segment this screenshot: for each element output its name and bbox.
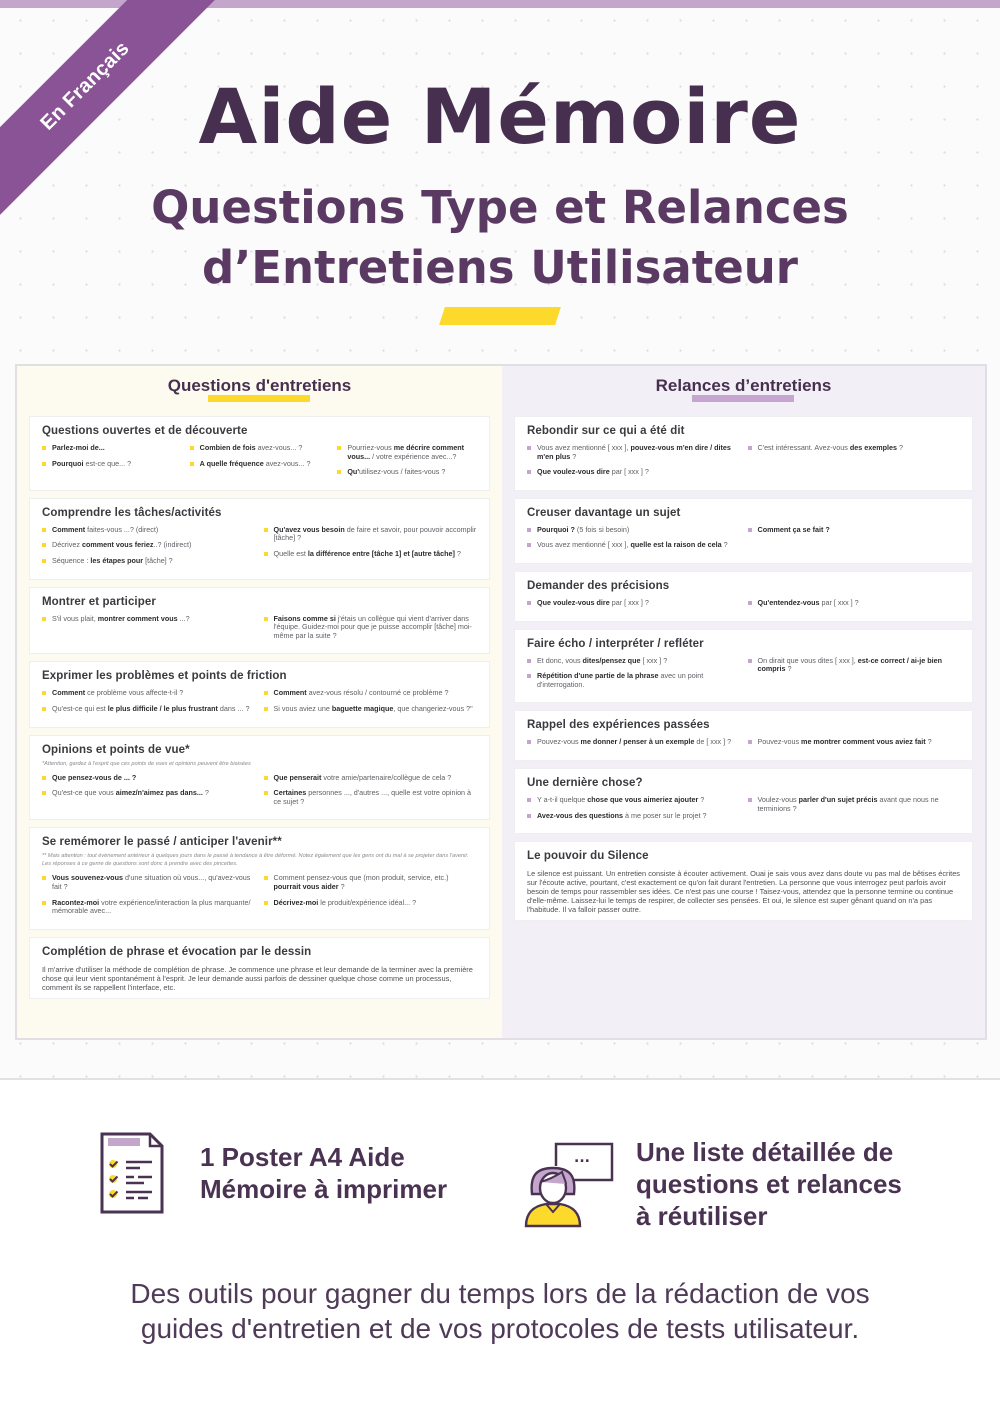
question-column <box>748 738 961 754</box>
question-item: Comment ça se fait ? <box>748 526 961 535</box>
section-title: Creuser davantage un sujet <box>527 506 681 519</box>
question-column <box>527 796 740 827</box>
feature-text: Une liste détaillée de questions et relances à réutiliser <box>636 1137 902 1231</box>
question-item: Parlez-moi de... <box>42 444 182 453</box>
question-item: Comment ce problème vous affecte-t-il ? <box>42 689 256 698</box>
question-column <box>527 444 740 484</box>
subtitle-line-1: Questions Type et Relances <box>151 181 849 234</box>
question-item: Pouvez-vous me donner / penser à un exemple de [ xxx ] ? <box>527 738 740 747</box>
question-item: Comment avez-vous résolu / contourné ce problème ? <box>264 689 478 698</box>
poster-preview <box>15 364 987 1040</box>
section-title: Exprimer les problèmes et points de friction <box>42 670 287 683</box>
question-item: Que pensez-vous de ... ? <box>42 774 256 783</box>
question-item: Pourriez-vous me décrire comment vous... / votre expérience avec...? <box>337 444 477 461</box>
section-title: Rebondir sur ce qui a été dit <box>527 425 685 437</box>
title-underline <box>208 395 310 402</box>
question-item: Combien de fois avez-vous... ? <box>190 444 330 453</box>
title-underline <box>692 395 794 402</box>
question-column <box>42 526 256 573</box>
section-card-se-rememorer-le-passe-anticiper-l-avenir <box>29 827 490 929</box>
question-item: Comment faites-vous ...? (direct) <box>42 526 256 535</box>
question-item: Que voulez-vous dire par [ xxx ] ? <box>527 468 740 477</box>
section-card-montrer-et-participer <box>29 587 490 655</box>
question-grid <box>42 874 477 922</box>
section-card-exprimer-les-problemes-et-points-de-friction <box>29 661 490 727</box>
question-grid <box>42 774 477 814</box>
section-note: ** Mais attention : tout évènement antérieur à quelques jours dans le passé à tendance à être déformé. Notez également que les gens ont du mal à se projeter dans l'avenir. Les réponses à ce genre de questions sont donc à prendre avec des pincettes. <box>42 853 469 868</box>
question-grid <box>42 444 477 484</box>
checklist-document-icon <box>100 1132 164 1214</box>
question-grid <box>527 796 960 827</box>
question-column <box>527 738 740 754</box>
section-title: Complétion de phrase et évocation par le dessin <box>42 945 312 958</box>
section-title: Montrer et participer <box>42 595 156 608</box>
question-item: Faisons comme si j'étais un collègue qui vient d'arriver dans l'équipe. Guidez-moi pour que je puisse accomplir [tâche] moi-même par la suite ? <box>264 615 478 641</box>
column-title: Questions d'entretiens <box>29 366 490 416</box>
question-column <box>42 874 256 922</box>
question-item: On dirait que vous dites [ xxx ], est-ce correct / ai-je bien compris ? <box>748 657 961 674</box>
question-column <box>264 526 478 573</box>
section-title: Se remémorer le passé / anticiper l'avenir** <box>42 836 282 849</box>
question-item: Pourquoi est-ce que... ? <box>42 460 182 469</box>
question-column <box>264 689 478 720</box>
question-grid <box>527 738 960 754</box>
question-item: Que voulez-vous dire par [ xxx ] ? <box>527 599 740 608</box>
question-column <box>42 689 256 720</box>
question-column <box>42 615 256 648</box>
page-subtitle <box>0 178 1000 298</box>
section-card-une-derniere-chose <box>514 768 973 834</box>
tagline-line-1: Des outils pour gagner du temps lors de la rédaction de vos <box>130 1278 870 1309</box>
question-column <box>264 874 478 922</box>
question-item: Y a-t-il quelque chose que vous aimeriez ajouter ? <box>527 796 740 805</box>
section-title: Comprendre les tâches/activités <box>42 506 222 519</box>
relances-sections <box>514 416 973 921</box>
question-item: Que penserait votre amie/partenaire/collègue de cela ? <box>264 774 478 783</box>
section-title: Une dernière chose? <box>527 776 643 789</box>
section-card-faire-echo-interpreter-refleter <box>514 629 973 704</box>
question-item: Séquence : les étapes pour [tâche] ? <box>42 557 256 566</box>
question-column <box>748 599 961 615</box>
question-column <box>42 774 256 814</box>
question-column <box>337 444 477 484</box>
question-column <box>527 599 740 615</box>
column-title: Relances d’entretiens <box>514 366 973 416</box>
question-item: Voulez-vous parler d'un sujet précis avant que nous ne terminions ? <box>748 796 961 813</box>
question-item: Certaines personnes ..., d'autres ..., quelle est votre opinion à ce sujet ? <box>264 789 478 806</box>
question-column <box>748 526 961 557</box>
question-grid <box>527 599 960 615</box>
features-section <box>0 1080 1000 1416</box>
question-grid <box>42 689 477 720</box>
question-item: Vous avez mentionné [ xxx ], pouvez-vous m'en dire / dites m'en plus ? <box>527 444 740 461</box>
question-item: Qu'entendez-vous par [ xxx ] ? <box>748 599 961 608</box>
subtitle-line-2: d’Entretiens Utilisateur <box>202 241 798 294</box>
question-column <box>264 615 478 648</box>
question-column <box>748 444 961 484</box>
question-item: C'est intéressant. Avez-vous des exemples ? <box>748 444 961 453</box>
question-column <box>42 444 182 484</box>
question-item: Avez-vous des questions à me poser sur le projet ? <box>527 812 740 821</box>
question-item: Répétition d'une partie de la phrase avec un point d'interrogation. <box>527 672 740 689</box>
section-title: Le pouvoir du Silence <box>527 850 649 863</box>
section-card-completion-de-phrase-et-evocation-par-le-dessin <box>29 937 490 999</box>
question-grid <box>527 444 960 484</box>
question-item: Pourquoi ? (5 fois si besoin) <box>527 526 740 535</box>
question-item: Comment pensez-vous que (mon produit, service, etc.) pourrait vous aider ? <box>264 874 478 891</box>
section-title: Rappel des expériences passées <box>527 719 710 732</box>
section-card-demander-des-precisions <box>514 571 973 622</box>
question-column <box>190 444 330 484</box>
feature-list <box>522 1136 902 1232</box>
questions-sections <box>29 416 490 999</box>
section-paragraph: Le silence est puissant. Un entretien consiste à écouter activement. Ouai je sais vous avez dans doute vu pas mal de bêtises écrites sur l'écoute active, pourtant, c'est exactement ce qu'on fait durant l'entretien. La personne que vous interrogez peut parfois avoir besoin de temps pour rassembler ses idées. Ce n'est pas une course ! Taisez-vous, attendez que la personne termine ou continue d'elle-même. Laissez-lui le temps de respirer, de collecter ses pensées. Et oui, le silence est super gênant quand on n'a pas l'habitude. Il va falloir passer outre. <box>527 869 960 915</box>
question-column <box>264 774 478 814</box>
feature-poster <box>100 1132 447 1214</box>
section-card-questions-ouvertes-et-de-decouverte <box>29 416 490 491</box>
question-item: Qu'avez vous besoin de faire et savoir, pour pouvoir accomplir [tâche] ? <box>264 526 478 543</box>
question-grid <box>527 526 960 557</box>
question-item: Pouvez-vous me montrer comment vous aviez fait ? <box>748 738 961 747</box>
section-title: Faire écho / interpréter / refléter <box>527 637 704 650</box>
section-card-creuser-davantage-un-sujet <box>514 498 973 564</box>
question-item: Décrivez comment vous feriez..? (indirect) <box>42 541 256 550</box>
section-card-opinions-et-points-de-vue <box>29 735 490 821</box>
section-title: Demander des précisions <box>527 579 670 592</box>
svg-text:...: ... <box>574 1150 590 1166</box>
question-item: Qu'utilisez-vous / faites-vous ? <box>337 468 477 477</box>
speaking-person-icon <box>522 1140 616 1228</box>
section-title: Opinions et points de vue* <box>42 743 190 756</box>
question-item: Racontez-moi votre expérience/interaction la plus marquante/ mémorable avec... <box>42 899 256 916</box>
question-item: Et donc, vous dites/pensez que [ xxx ] ? <box>527 657 740 666</box>
section-card-rappel-des-experiences-passees <box>514 710 973 761</box>
question-item: Vous avez mentionné [ xxx ], quelle est la raison de cela ? <box>527 541 740 550</box>
section-card-comprendre-les-taches-activites <box>29 498 490 580</box>
question-item: Qu'est-ce que vous aimez/n'aimez pas dans... ? <box>42 789 256 798</box>
title-accent-bar <box>439 307 561 325</box>
ribbon-label: En Français <box>35 36 134 135</box>
question-grid <box>42 615 477 648</box>
question-grid <box>527 657 960 697</box>
section-title: Questions ouvertes et de découverte <box>42 425 248 437</box>
questions-column <box>17 366 502 1038</box>
question-item: Quelle est la différence entre [tâche 1] et [autre tâche] ? <box>264 550 478 559</box>
tagline <box>0 1276 1000 1346</box>
question-column <box>527 657 740 697</box>
section-note: *Attention, gardez à l'esprit que ces points de vues et opinions peuvent être biaisées <box>42 760 251 767</box>
question-column <box>748 657 961 697</box>
question-grid <box>42 526 477 573</box>
question-item: A quelle fréquence avez-vous... ? <box>190 460 330 469</box>
page-title: Aide Mémoire <box>198 72 802 161</box>
question-item: S'il vous plait, montrer comment vous ...? <box>42 615 256 624</box>
tagline-line-2: guides d'entretien et de vos protocoles de tests utilisateur. <box>140 1313 860 1344</box>
relances-column <box>502 366 985 1038</box>
section-paragraph: Il m'arrive d'utiliser la méthode de complétion de phrase. Je commence une phrase et leur demande de la terminer avec la première chose qui leur vient spontanément à l'esprit. Je leur demande aussi parfois de dessiner quelque chose comme un processus, comment ils se rappellent l'interface, etc. <box>42 964 473 992</box>
section-card-le-pouvoir-du-silence <box>514 841 973 921</box>
question-column <box>748 796 961 827</box>
feature-text: 1 Poster A4 Aide Mémoire à imprimer <box>200 1142 448 1204</box>
question-column <box>527 526 740 557</box>
question-item: Si vous aviez une baguette magique, que changeriez-vous ?" <box>264 705 478 714</box>
section-card-rebondir-sur-ce-qui-a-ete-dit <box>514 416 973 491</box>
question-item: Vous souvenez-vous d'une situation où vous..., qu'avez-vous fait ? <box>42 874 256 891</box>
question-item: Qu'est-ce qui est le plus difficile / le plus frustrant dans ... ? <box>42 705 256 714</box>
question-item: Décrivez-moi le produit/expérience idéal... ? <box>264 899 478 908</box>
